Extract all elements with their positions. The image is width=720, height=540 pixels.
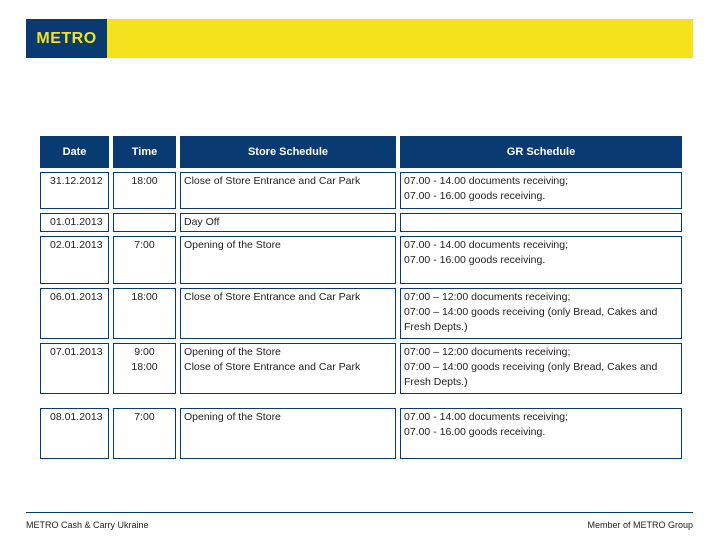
- gr-schedule-cell: [400, 343, 682, 394]
- gr-schedule-cell: [400, 172, 682, 209]
- gr-schedule-cell: [400, 288, 682, 339]
- gr-schedule-cell: [400, 213, 682, 232]
- date-cell: 08.01.2013: [40, 408, 109, 459]
- table-row: [40, 172, 682, 209]
- store-schedule-cell-line: Close of Store Entrance and Car Park: [184, 361, 361, 373]
- time-cell-line: 18:00: [131, 175, 158, 187]
- footer-group: Member of METRO Group: [587, 520, 693, 530]
- store-schedule-cell-line: Opening of the Store: [184, 239, 281, 251]
- schedule-table: [36, 132, 686, 463]
- column-header-date: Date: [40, 136, 109, 168]
- store-schedule-cell-line: Close of Store Entrance and Car Park: [184, 291, 361, 303]
- date-cell: 07.01.2013: [40, 343, 109, 394]
- time-cell: [113, 343, 176, 394]
- gr-schedule-cell: [400, 236, 682, 284]
- store-schedule-cell: [180, 213, 396, 232]
- date-cell: 06.01.2013: [40, 288, 109, 339]
- table-body: [40, 172, 682, 459]
- time-cell: [113, 213, 176, 232]
- time-cell: [113, 236, 176, 284]
- gr-schedule-cell-line: 07:00 – 14:00 goods receiving (only Bread, Cakes and: [404, 361, 658, 373]
- date-cell: 31.12.2012: [40, 172, 109, 209]
- gr-schedule-cell-line: 07.00 - 16.00 goods receiving.: [404, 190, 546, 202]
- column-header-store-schedule: Store Schedule: [180, 136, 396, 168]
- header-bar: [26, 19, 693, 58]
- footer-divider: [26, 512, 693, 513]
- store-schedule-cell-line: Close of Store Entrance and Car Park: [184, 175, 361, 187]
- gr-schedule-cell-line: 07.00 - 16.00 goods receiving.: [404, 426, 546, 438]
- column-header-time: Time: [113, 136, 176, 168]
- table-row: [40, 213, 682, 232]
- footer-company: METRO Cash & Carry Ukraine: [26, 520, 149, 530]
- store-schedule-cell-line: Day Off: [184, 216, 220, 228]
- gr-schedule-cell-line: Fresh Depts.): [404, 321, 468, 333]
- gr-schedule-cell-line: 07.00 - 14.00 documents receiving;: [404, 175, 569, 187]
- gr-schedule-cell-line: 07.00 - 14.00 documents receiving;: [404, 239, 569, 251]
- store-schedule-cell: [180, 343, 396, 394]
- table-row: [40, 408, 682, 459]
- time-cell-line: 7:00: [134, 239, 155, 251]
- date-cell: 02.01.2013: [40, 236, 109, 284]
- store-schedule-cell: [180, 236, 396, 284]
- time-cell-line: 18:00: [131, 361, 158, 373]
- gr-schedule-cell-line: Fresh Depts.): [404, 376, 468, 388]
- table-row: [40, 343, 682, 394]
- time-cell: [113, 408, 176, 459]
- store-schedule-cell-line: Opening of the Store: [184, 346, 281, 358]
- gr-schedule-cell-line: 07:00 – 12:00 documents receiving;: [404, 346, 571, 358]
- logo-text: METRO: [36, 29, 97, 47]
- gr-schedule-cell-line: 07:00 – 12:00 documents receiving;: [404, 291, 571, 303]
- store-schedule-cell: [180, 172, 396, 209]
- time-cell-line: 18:00: [131, 291, 158, 303]
- gr-schedule-cell-line: 07:00 – 14:00 goods receiving (only Bread, Cakes and: [404, 306, 658, 318]
- column-header-gr-schedule: GR Schedule: [400, 136, 682, 168]
- table-header-row: [40, 136, 682, 168]
- date-cell: 01.01.2013: [40, 213, 109, 232]
- time-cell: [113, 172, 176, 209]
- store-schedule-cell: [180, 408, 396, 459]
- time-cell-line: 9:00: [134, 346, 155, 358]
- metro-logo: [26, 19, 107, 58]
- row-spacer: [40, 398, 682, 404]
- table-row: [40, 236, 682, 284]
- time-cell: [113, 288, 176, 339]
- time-cell-line: 7:00: [134, 411, 155, 423]
- gr-schedule-cell-line: 07.00 - 16.00 goods receiving.: [404, 254, 546, 266]
- store-schedule-cell-line: Opening of the Store: [184, 411, 281, 423]
- store-schedule-cell: [180, 288, 396, 339]
- gr-schedule-cell-line: 07.00 - 14.00 documents receiving;: [404, 411, 569, 423]
- gr-schedule-cell: [400, 408, 682, 459]
- table-row: [40, 288, 682, 339]
